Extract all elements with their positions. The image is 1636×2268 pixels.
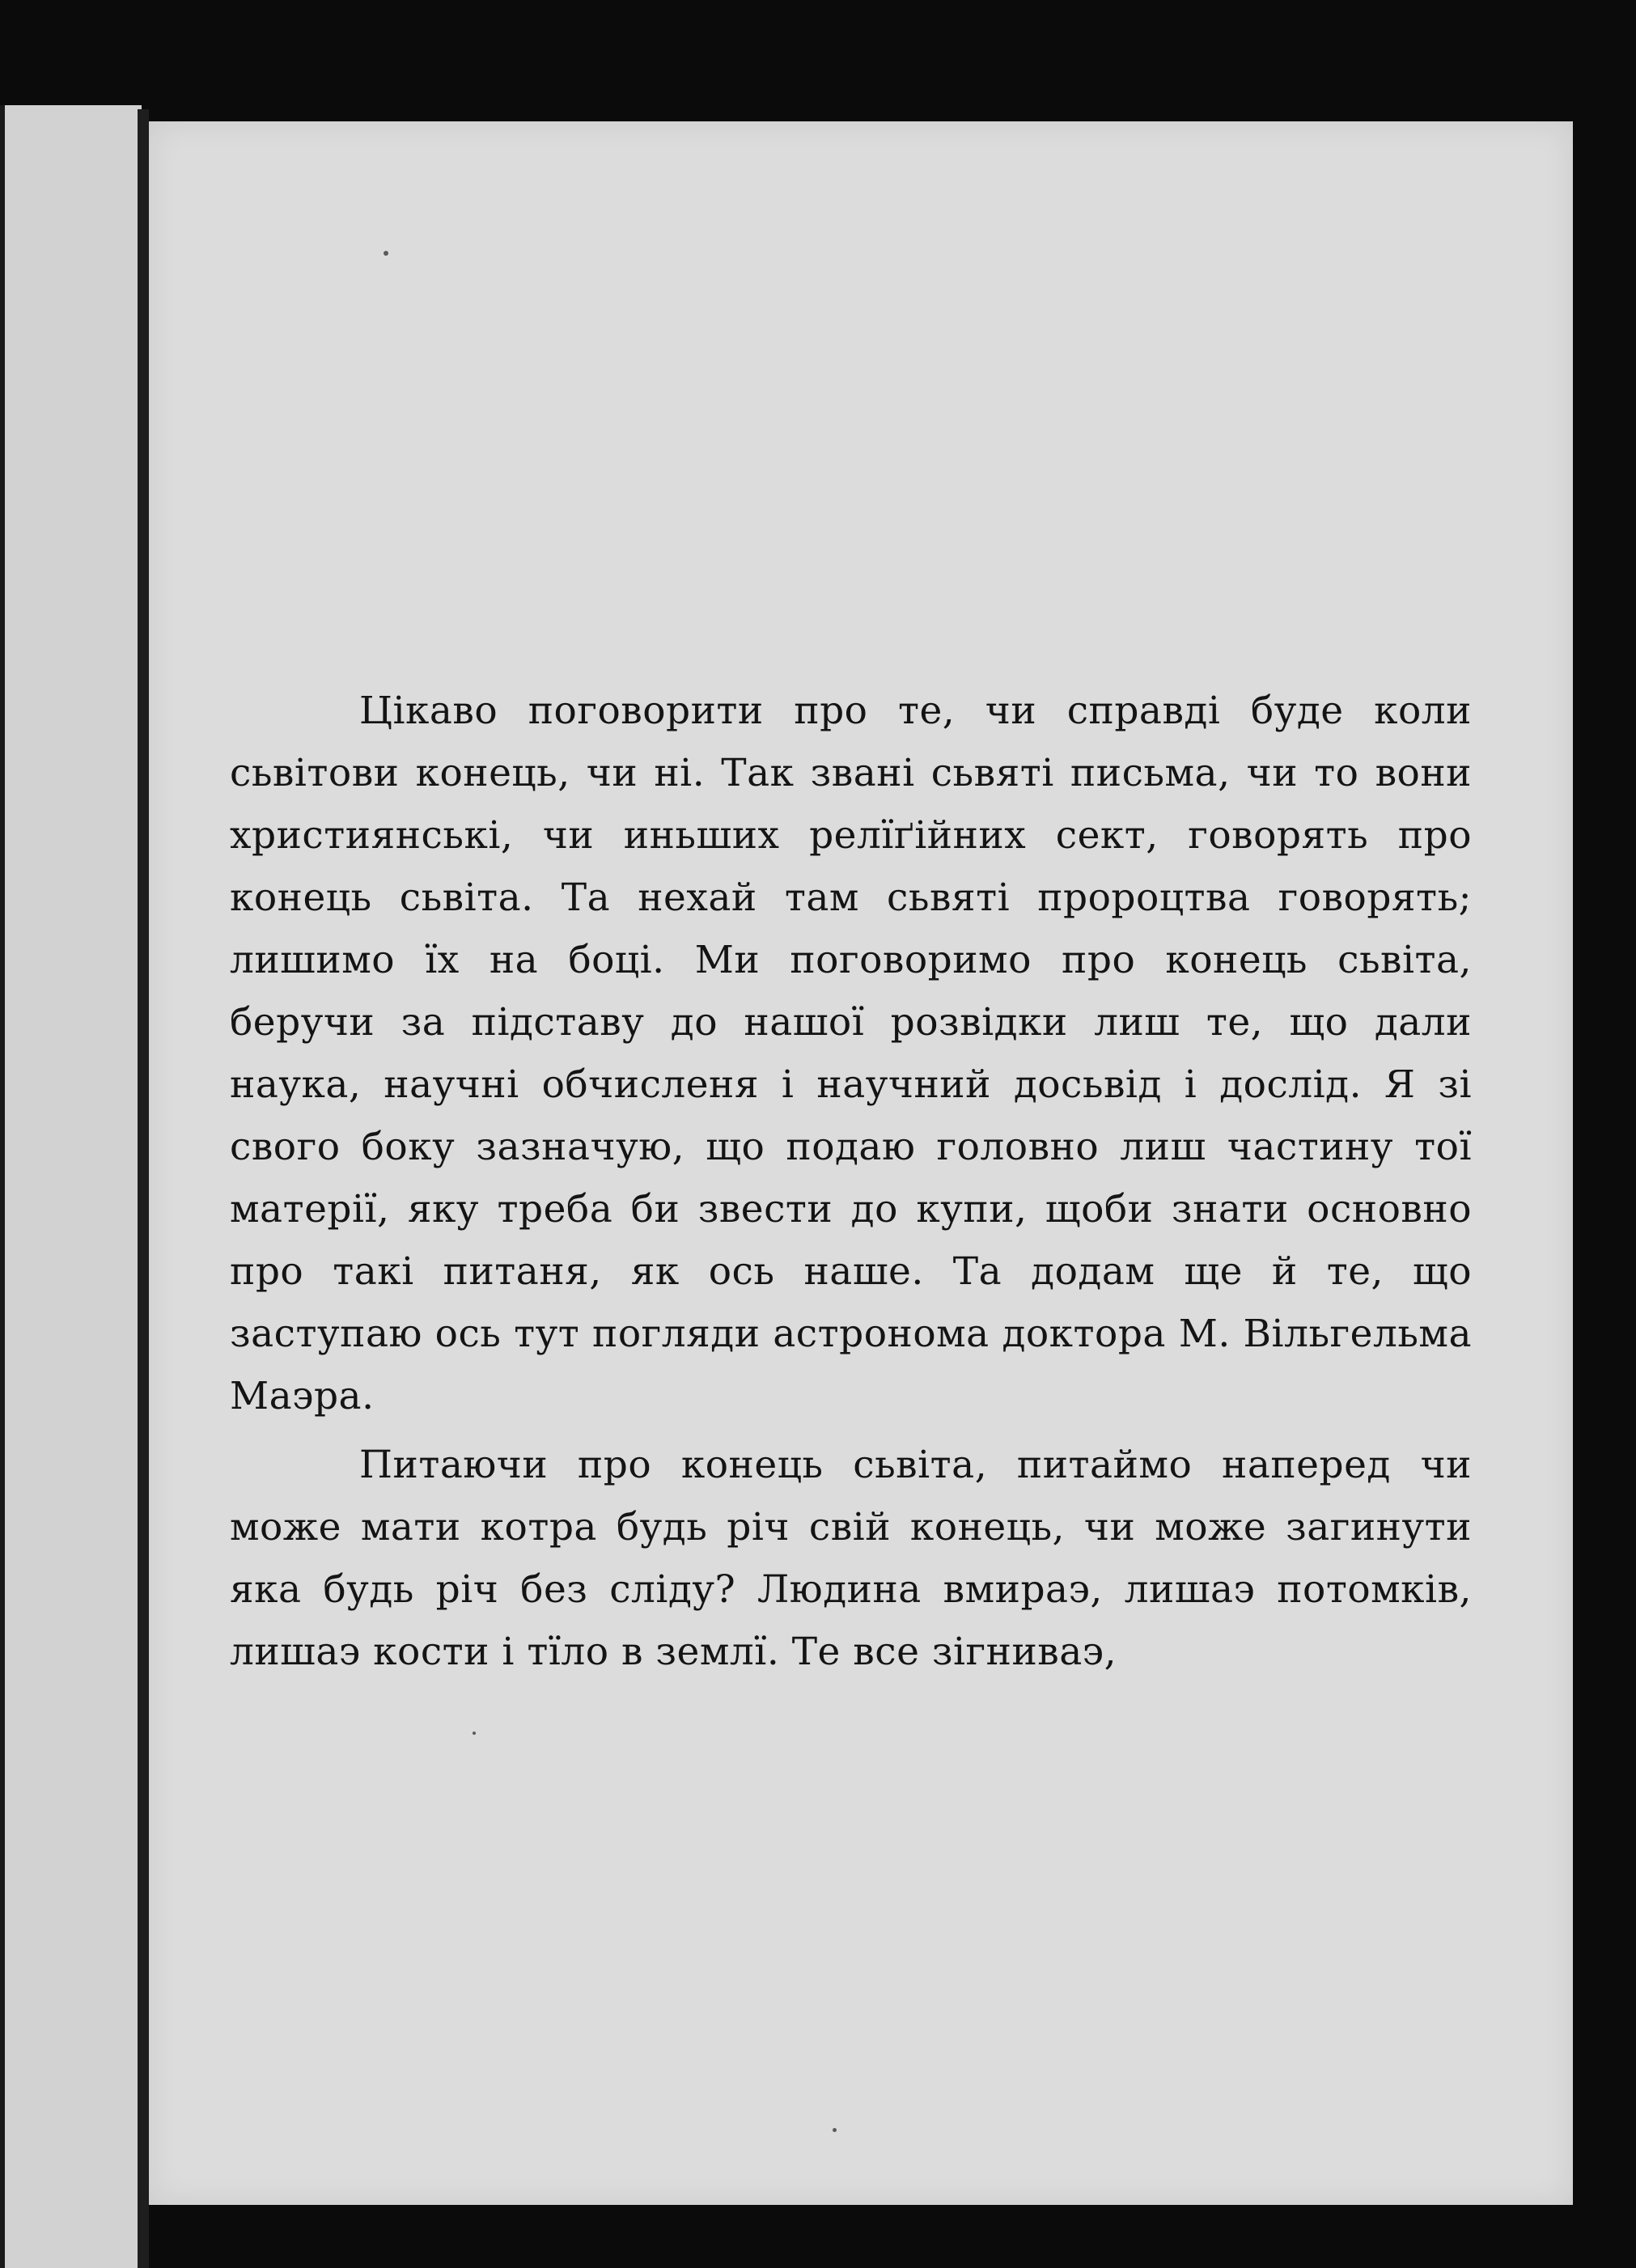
facing-page-edge — [0, 105, 142, 2268]
book-page — [149, 121, 1573, 2205]
print-speck — [384, 251, 388, 256]
paragraph-1: Цікаво поговорити про те, чи справді буде коли сьвітови конець, чи ні. Так звані сьвяті письма, чи то вони християнські, чи иньших релїґійних сект, говорять про конець сьвіта. Та нехай там сьвяті пророцтва говорять; лишимо їх на боці. Ми поговоримо про конець сьвіта, беручи за підставу до нашої розвідки лиш те, що дали наука, научні обчисленя і научний досьвід і дослід. Я зі свого боку зазначую, що подаю головно лиш частину тої матерії, яку треба би звести до купи, щоби знати основно про такі питаня, як ось наше. Та додам ще й те, що заступаю ось тут погляди астронома доктора М. Вільгельма Маэра. — [230, 689, 1472, 1418]
facing-page-rule — [0, 105, 5, 2268]
paragraph-2: Питаючи про конець сьвіта, питаймо наперед чи може мати котра будь річ свій конець, чи може загинути яка будь річ без сліду? Людина вмираэ, лишаэ потомків, лишаэ кости і тїло в землї. Те все зігниваэ, — [230, 1443, 1472, 1674]
print-speck — [833, 2128, 837, 2132]
book-gutter — [138, 109, 149, 2268]
print-speck — [473, 1732, 476, 1735]
body-text — [230, 680, 1472, 1683]
